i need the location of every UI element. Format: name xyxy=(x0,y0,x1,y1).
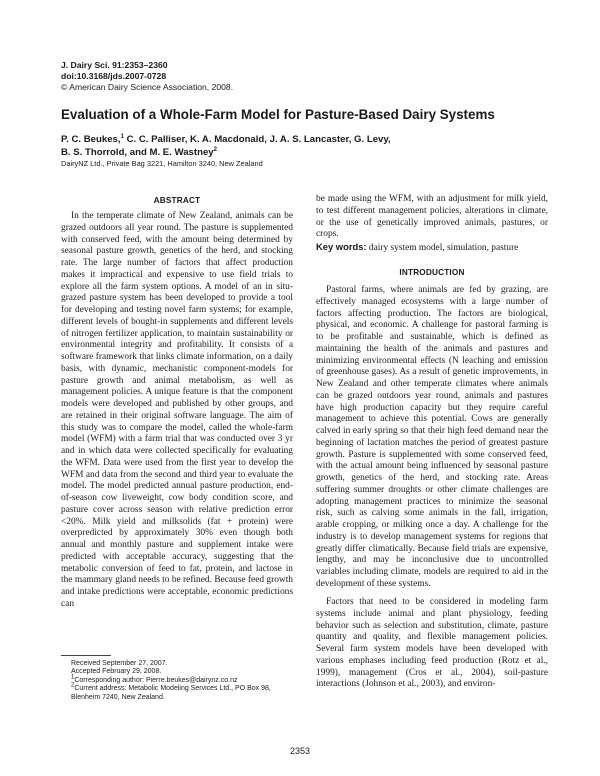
introduction-heading: INTRODUCTION xyxy=(399,268,465,277)
author-line-2: B. S. Thorrold, and M. E. Wastney xyxy=(61,146,214,158)
author-line-1: P. C. Beukes, xyxy=(61,134,121,145)
page-number: 2353 xyxy=(289,746,311,756)
corresponding-author: $^1$Corresponding author: Pierre.beukes@dairynz.co.nz xyxy=(71,674,238,684)
keywords-text: dairy system model, simulation, pasture xyxy=(366,243,519,253)
author-list xyxy=(61,134,541,159)
citation: J. Dairy Sci. 91:2353–2360 xyxy=(61,60,168,70)
author-sup-2: 2 xyxy=(213,146,217,153)
author-sup-1: 1 xyxy=(120,133,124,140)
abstract-text: In the temperate climate of New Zealand, animals can be grazed outdoors all year round. The pasture is supplemented with conserved feed, with the amount being determined by seasonal pasture growth, genetics of the herd, and stocking rate. The large number of factors that affect production makes it impractical and expensive to use field trials to explore all the farm system options. A model of an in situ-grazed pasture system has been developed to provide a tool for developing and testing novel farm systems; for example, different levels of bought-in supplements and different levels of nitrogen fertilizer application, to maintain sustainability or environmental integrity and profitability. It consists of a software framework that links climate information, on a daily basis, with dynamic, mechanistic component-models for pasture growth and animal metabolism, as well as management policies. A unique feature is that the component models were developed and published by other groups, and are retained in their original software language. The aim of this study was to compare the model, called the whole-farm model (WFM) with a farm trial that was conducted over 3 yr and in which data were collected specifically for evaluating the WFM. Data were used from the first year to develop the WFM and data from the second and third year to evaluate the model. The model predicted annual pasture production, end-of-season cow liveweight, cow body condition score, and pasture cover across season with relative prediction error <20%. Milk yield and milksolids (fat + protein) were overpredicted by approximately 30% even though both annual and monthly pasture and supplement intake were predicted with acceptable accuracy, suggesting that the metabolic conversion of feed to fat, protein, and lactose in the mammary gland needs to be refined. Because feed growth and intake predictions were acceptable, economic predictions can xyxy=(61,211,293,609)
abstract-continued: be made using the WFM, with an adjustment for milk yield, to test different management policies, alterations in climate, or the use of genetically improved animals, pastures, or crops. xyxy=(316,194,548,240)
footnotes xyxy=(61,660,301,702)
article-title: Evaluation of a Whole-Farm Model for Pasture-Based Dairy Systems xyxy=(61,107,495,122)
affiliation: DairyNZ Ltd., Private Bag 3221, Hamilton 3240, New Zealand xyxy=(61,159,263,168)
received-date: Received September 27, 2007. xyxy=(71,660,168,667)
accepted-date: Accepted February 29, 2008. xyxy=(71,668,162,676)
current-address: $^2$Current address: Metabolic Modeling Services Ltd., PO Box 98, Blenheim 7240, New Zealand. xyxy=(71,682,271,701)
footnote-sup-1: 1 xyxy=(71,674,75,681)
footnote-rule xyxy=(61,655,111,656)
copyright: © American Dairy Science Association, 2008. xyxy=(61,82,234,92)
doi: doi:10.3168/jds.2007-0728 xyxy=(61,71,167,81)
footnote-sup-2: 2 xyxy=(71,682,75,689)
abstract-heading: ABSTRACT xyxy=(153,196,201,205)
keywords-label: Key words: xyxy=(316,241,367,252)
keywords xyxy=(316,241,548,255)
journal-header xyxy=(61,60,233,93)
intro-paragraph-2: Factors that need to be considered in modeling farm systems include animal and plant physiology, feeding behavior such as selection and substitution, climate, pasture quantity and quality, and flexible management policies. Several farm system models have been developed with various emphases including feed production (Rotz et al., 1999), management (Cros et al., 2004), soil-pasture interactions (Johnson et al., 2003), and environ- xyxy=(316,597,548,690)
intro-paragraph-1: Pastoral farms, where animals are fed by grazing, are effectively managed ecosystems with a large number of factors affecting production. The factors are biological, physical, and economic. A challenge for pastoral farming is to be profitable and sustainable, which is defined as maintaining the health of the animals and pastures and minimizing environmental effects (N leaching and emission of greenhouse gases). As a result of genetic improvements, in New Zealand and other temperate climates where animals can be grazed outdoors year round, animals and pastures have high production capacity but they require careful management to achieve this potential. Cows are generally calved in early spring so that their high feed demand near the beginning of lactation matches the period of greatest pasture growth. Pasture is supplemented with some conserved feed, with the actual amount being influenced by seasonal pasture growth, genetics of the herd, and stocking rate. Areas suffering summer droughts or other climate challenges are adopting management practices to minimize the seasonal risk, such as calving some animals in the fall, irrigation, arable cropping, or milking once a day. A challenge for the industry is to develop management systems for regions that greatly differ climatically. Because field trials are expensive, lengthy, and may be inconclusive due to uncontrolled variables including climate, models are required to aid in the development of these systems. xyxy=(316,285,548,589)
author-line-1b: C. C. Palliser, K. A. Macdonald, J. A. S. Lancaster, G. Levy, xyxy=(123,134,391,145)
